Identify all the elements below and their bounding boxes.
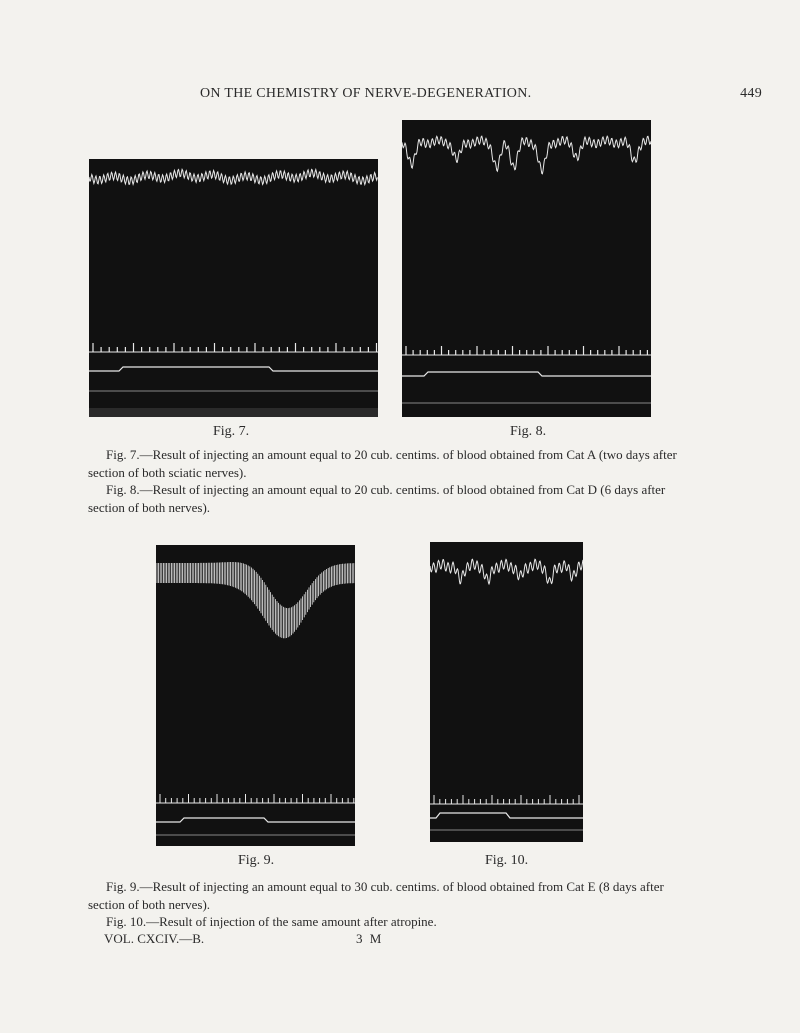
caption-fig-10: Fig. 10.—Result of injection of the same amount after atropine. <box>106 914 437 929</box>
fig-8-label: Fig. 8. <box>510 424 547 439</box>
caption-top <box>88 446 688 516</box>
caption-bottom <box>88 878 688 931</box>
fig-9-label: Fig. 9. <box>238 853 275 868</box>
tracing-fig-9 <box>156 545 355 846</box>
fig-7-label: Fig. 7. <box>213 424 250 439</box>
tracing-fig-7 <box>89 159 378 417</box>
page-number: 449 <box>740 86 762 101</box>
volume-line: VOL. CXCIV.—B. <box>104 931 205 946</box>
caption-fig-7: Fig. 7.—Result of injecting an amount equal to 20 cub. centims. of blood obtained from Cat A (two days after section of both sciatic nerves). <box>88 447 677 480</box>
signature-mark: 3 M <box>356 931 384 946</box>
caption-fig-9: Fig. 9.—Result of injecting an amount equal to 30 cub. centims. of blood obtained from Cat E (8 days after section of both nerves). <box>88 879 664 912</box>
fig-10-label: Fig. 10. <box>485 853 529 868</box>
running-title: ON THE CHEMISTRY OF NERVE-DEGENERATION. <box>200 86 532 101</box>
caption-fig-8: Fig. 8.—Result of injecting an amount equal to 20 cub. centims. of blood obtained from Cat D (6 days after section of both nerves). <box>88 482 666 515</box>
tracing-fig-8 <box>402 120 651 417</box>
tracing-fig-10 <box>430 542 583 842</box>
running-head <box>0 86 800 106</box>
